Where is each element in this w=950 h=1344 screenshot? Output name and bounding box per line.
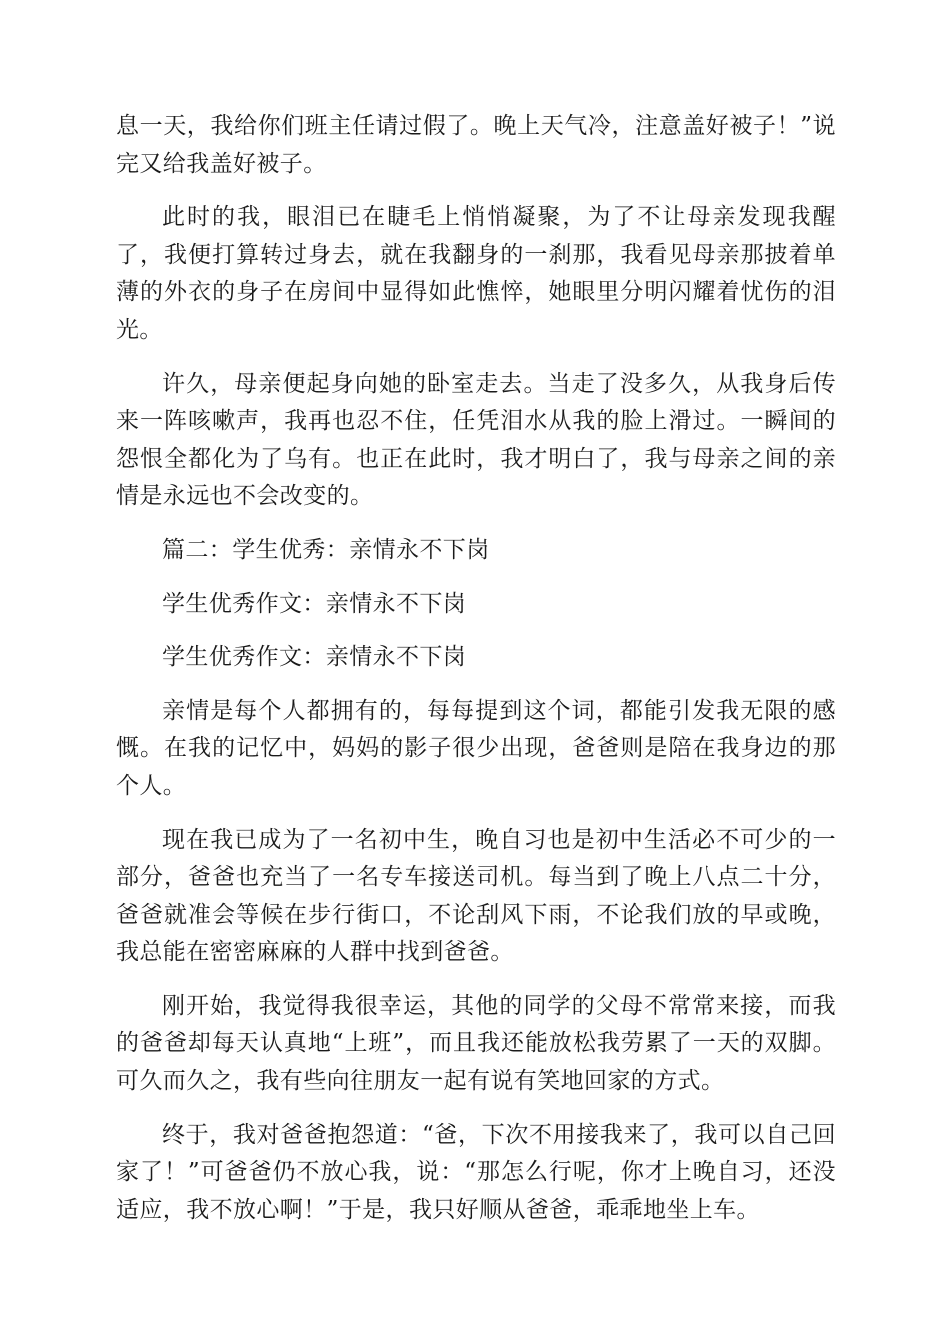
paragraph-3: 许久，母亲便起身向她的卧室走去。当走了没多久，从我身后传来一阵咳嗽声，我再也忍不住，任凭泪水从我的脸上滑过。一瞬间的怨恨全都化为了乌有。也正在此时，我才明白了，我与母亲之间的亲情是永远也不会改变的。: [116, 370, 836, 510]
paragraph-1: 息一天，我给你们班主任请过假了。晚上天气冷，注意盖好被子！”说完又给我盖好被子。: [116, 113, 836, 177]
paragraph-4: 亲情是每个人都拥有的，每每提到这个词，都能引发我无限的感慨。在我的记忆中，妈妈的影子很少出现，爸爸则是陪在我身边的那个人。: [116, 697, 836, 799]
document-body: [116, 108, 836, 1245]
article-title: 学生优秀作文：亲情永不下岗: [162, 590, 467, 617]
paragraph-5: 现在我已成为了一名初中生，晚自习也是初中生活必不可少的一部分，爸爸也充当了一名专车接送司机。每当到了晚上八点二十分，爸爸就准会等候在步行街口，不论刮风下雨，不论我们放的早或晚，我总能在密密麻麻的人群中找到爸爸。: [116, 826, 836, 966]
article-title-repeat: 学生优秀作文：亲情永不下岗: [162, 644, 467, 671]
paragraph-2: 此时的我，眼泪已在睫毛上悄悄凝聚，为了不让母亲发现我醒了，我便打算转过身去，就在我翻身的一刹那，我看见母亲那披着单薄的外衣的身子在房间中显得如此憔悴，她眼里分明闪耀着忧伤的泪光。: [116, 204, 836, 343]
section-heading: 篇二：学生优秀：亲情永不下岗: [162, 536, 490, 563]
paragraph-6: 刚开始，我觉得我很幸运，其他的同学的父母不常常来接，而我的爸爸却每天认真地“上班”，而且我还能放松我劳累了一天的双脚。可久而久之，我有些向往朋友一起有说有笑地回家的方式。: [116, 992, 836, 1095]
paragraph-7: 终于，我对爸爸抱怨道：“爸，下次不用接我来了，我可以自己回家了！”可爸爸仍不放心我，说：“那怎么行呢，你才上晚自习，还没适应，我不放心啊！”于是，我只好顺从爸爸，乖乖地坐上车。: [116, 1121, 836, 1223]
